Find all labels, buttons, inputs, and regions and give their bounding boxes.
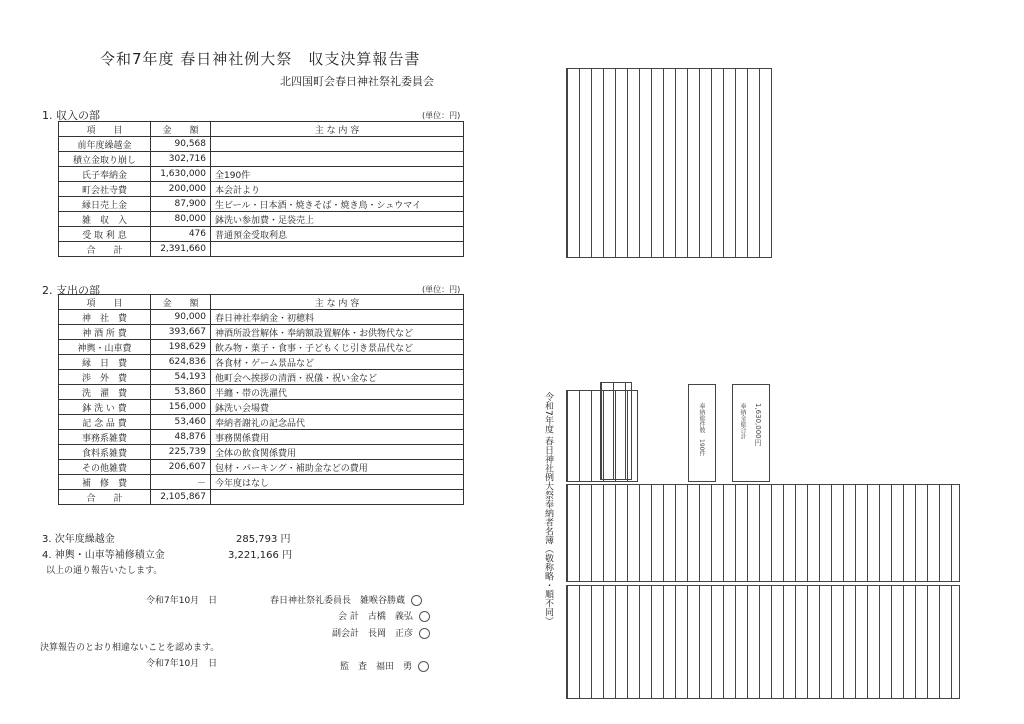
seal-icon [419, 611, 430, 622]
cell-amount: 156,000 [151, 400, 211, 415]
table-row [59, 415, 464, 430]
cell-item: 縁 日 費 [59, 355, 151, 370]
cell-item: 神 社 費 [59, 310, 151, 325]
cell-desc: 全190件 [211, 167, 464, 182]
income-heading: 1. 収入の部 [42, 109, 100, 122]
cell-item: 縁日売上金 [59, 197, 151, 212]
cell-amount: 2,105,867 [151, 490, 211, 505]
income-table [58, 121, 464, 257]
table-row [59, 445, 464, 460]
income-unit: (単位：円) [422, 111, 461, 120]
cell-desc: 普通預金受取利息 [211, 227, 464, 242]
column-header: 主 な 内 容 [211, 122, 464, 137]
table-row [59, 385, 464, 400]
reserve-label: 4. 神輿・山車等補修積立金 [42, 550, 165, 561]
organization-name: 北四国町会春日神社祭礼委員会 [280, 75, 434, 88]
column-header: 項 目 [59, 122, 151, 137]
reserve-value: 3,221,166 円 [228, 550, 293, 561]
cell-item: 渉 外 費 [59, 370, 151, 385]
table-row [59, 167, 464, 182]
cell-item: 氏子奉納金 [59, 167, 151, 182]
cell-item: 食料系雑費 [59, 445, 151, 460]
table-row [59, 310, 464, 325]
cell-desc: 奉納者謝礼の記念品代 [211, 415, 464, 430]
cell-desc: 今年度はなし [211, 475, 464, 490]
donor-box [600, 382, 632, 480]
table-row [59, 227, 464, 242]
carryover-label: 3. 次年度繰越金 [42, 534, 115, 545]
seal-icon [418, 661, 429, 672]
expense-heading: 2. 支出の部 [42, 284, 100, 297]
table-row [59, 490, 464, 505]
table-row [59, 460, 464, 475]
cell-amount: 90,568 [151, 137, 211, 152]
vice-accountant-name: 副会計 長岡 正彦 [332, 629, 414, 639]
column-header: 主 な 内 容 [211, 295, 464, 310]
cell-item: 記 念 品 費 [59, 415, 151, 430]
cell-amount: 1,630,000 [151, 167, 211, 182]
table-row [59, 325, 464, 340]
cell-amount: 87,900 [151, 197, 211, 212]
report-text: 以上の通り報告いたします。 [46, 566, 163, 576]
chair-signature [270, 593, 422, 606]
accountant-name: 会 計 古橋 義弘 [338, 612, 413, 622]
donor-list-title: 令和7年度 春日神社例大祭奉納者名簿（敬称略・順不同） [543, 392, 553, 626]
seal-icon [419, 628, 430, 639]
cell-amount: 53,460 [151, 415, 211, 430]
cell-amount: 90,000 [151, 310, 211, 325]
donor-table-top [566, 68, 772, 258]
cell-amount: 200,000 [151, 182, 211, 197]
donation-total-box [732, 384, 770, 482]
donation-total-value: 1,630,000円 [754, 403, 762, 446]
audit-text: 決算報告のとおり相違ないことを認めます。 [40, 643, 220, 653]
table-row [59, 212, 464, 227]
table-row [59, 475, 464, 490]
column-header: 金 額 [151, 295, 211, 310]
cell-item: 雑 収 入 [59, 212, 151, 227]
cell-desc: 鉢洗い会場費 [211, 400, 464, 415]
cell-desc: 各食材・ゲーム景品など [211, 355, 464, 370]
cell-item: 合 計 [59, 242, 151, 257]
seal-icon [411, 595, 422, 606]
carryover-value: 285,793 円 [236, 534, 291, 545]
table-rules [567, 586, 959, 698]
cell-item: 補 修 費 [59, 475, 151, 490]
cell-desc: 他町会へ挨拶の清酒・祝儀・祝い金など [211, 370, 464, 385]
vice-accountant-signature [332, 626, 430, 639]
expense-table [58, 294, 464, 505]
cell-amount: 624,836 [151, 355, 211, 370]
cell-item: 受 取 利 息 [59, 227, 151, 242]
donor-table-bottom [566, 585, 960, 699]
column-header: 金 額 [151, 122, 211, 137]
cell-item: 積立金取り崩し [59, 152, 151, 167]
cell-desc: 半纏・帯の洗濯代 [211, 385, 464, 400]
cell-item: 鉢 洗 い 費 [59, 400, 151, 415]
table-row [59, 340, 464, 355]
cell-desc [211, 152, 464, 167]
table-row [59, 182, 464, 197]
cell-desc: 事務関係費用 [211, 430, 464, 445]
accountant-signature [338, 609, 430, 622]
table-row [59, 137, 464, 152]
cell-desc: 春日神社奉納金・初穂料 [211, 310, 464, 325]
auditor-name: 監 査 福田 勇 [340, 662, 413, 672]
cell-item: その他雑費 [59, 460, 151, 475]
table-row [59, 370, 464, 385]
cell-amount: 476 [151, 227, 211, 242]
cell-amount: 302,716 [151, 152, 211, 167]
table-row [59, 430, 464, 445]
donation-total-label: 奉納金総合計 [739, 403, 746, 439]
audit-date: 令和7年10月 日 [146, 659, 218, 669]
cell-item: 神輿・山車費 [59, 340, 151, 355]
expense-unit: (単位：円) [422, 285, 461, 294]
table-rules [601, 383, 631, 479]
cell-item: 前年度繰越金 [59, 137, 151, 152]
auditor-signature [340, 659, 429, 672]
cell-desc: 生ビール・日本酒・焼きそば・焼き鳥・シュウマイ [211, 197, 464, 212]
cell-desc: 本会計より [211, 182, 464, 197]
cell-amount: － [151, 475, 211, 490]
cell-amount: 206,607 [151, 460, 211, 475]
cell-desc: 全体の飲食関係費用 [211, 445, 464, 460]
table-row [59, 400, 464, 415]
cell-amount: 54,193 [151, 370, 211, 385]
page-title: 令和7年度 春日神社例大祭 収支決算報告書 [100, 50, 421, 68]
donor-table-middle [566, 484, 960, 582]
cell-desc [211, 490, 464, 505]
cell-amount: 2,391,660 [151, 242, 211, 257]
table-row [59, 242, 464, 257]
cell-desc: 鉢洗い参加費・足袋売上 [211, 212, 464, 227]
cell-amount: 225,739 [151, 445, 211, 460]
cell-item: 事務系雑費 [59, 430, 151, 445]
cell-desc: 飲み物・菓子・食事・子どもくじ引き景品代など [211, 340, 464, 355]
cell-item: 合 計 [59, 490, 151, 505]
cell-desc: 包材・パーキング・補助金などの費用 [211, 460, 464, 475]
cell-amount: 80,000 [151, 212, 211, 227]
cell-item: 町会社寺費 [59, 182, 151, 197]
donation-count: 奉納総件数 190件 [698, 403, 705, 457]
cell-desc [211, 242, 464, 257]
table-rules [567, 485, 959, 581]
column-header: 項 目 [59, 295, 151, 310]
donation-count-box [688, 384, 716, 482]
cell-amount: 198,629 [151, 340, 211, 355]
table-row [59, 355, 464, 370]
table-row [59, 197, 464, 212]
cell-item: 神 酒 所 費 [59, 325, 151, 340]
cell-desc: 神酒所設営解体・奉納額設置解体・お供物代など [211, 325, 464, 340]
cell-amount: 48,876 [151, 430, 211, 445]
cell-amount: 393,667 [151, 325, 211, 340]
table-row [59, 152, 464, 167]
cell-desc [211, 137, 464, 152]
report-date: 令和7年10月 日 [146, 596, 218, 606]
cell-item: 洗 濯 費 [59, 385, 151, 400]
cell-amount: 53,860 [151, 385, 211, 400]
table-rules [567, 69, 771, 257]
chair-name: 春日神社祭礼委員長 雑喉谷勝蔵 [270, 596, 406, 606]
